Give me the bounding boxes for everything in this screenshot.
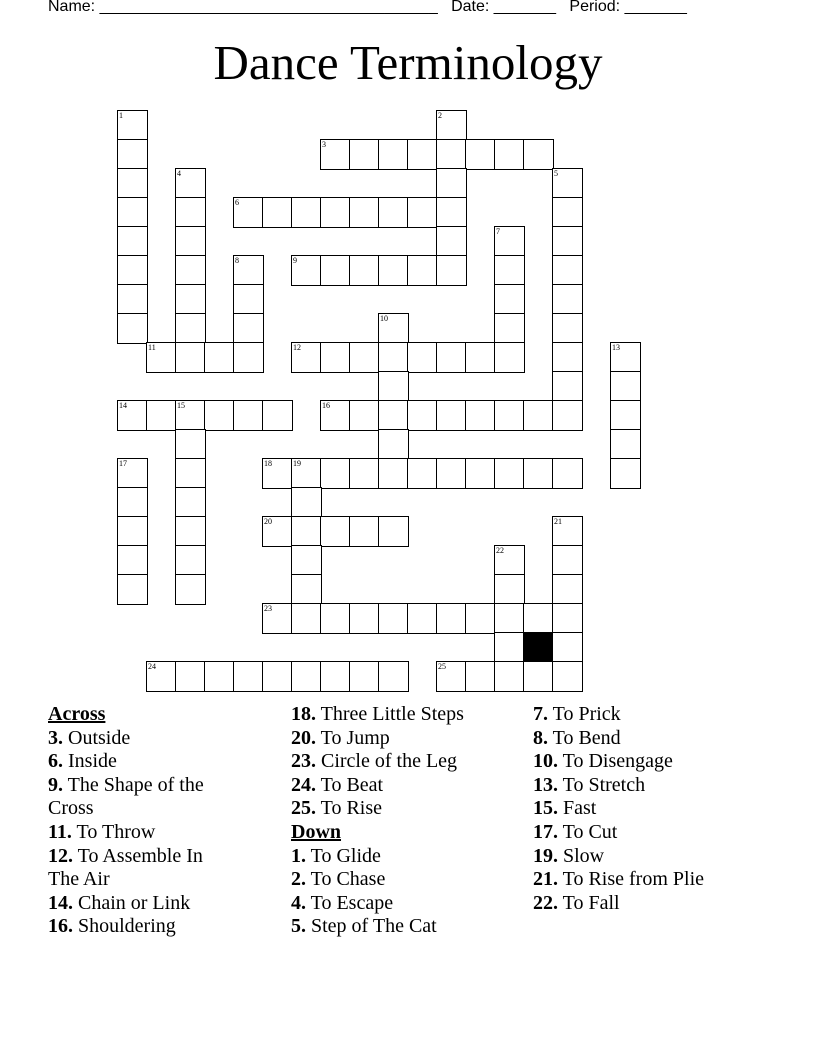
grid-cell[interactable] <box>320 516 351 547</box>
clue-item-text: To Bend <box>552 726 621 749</box>
clue-number: 15 <box>177 401 185 410</box>
clue-item-number: 15. <box>533 797 558 820</box>
grid-cell[interactable] <box>146 400 177 431</box>
clue-item-text: Inside <box>68 750 117 773</box>
grid-cell[interactable] <box>494 284 525 315</box>
clue-item-text: To Escape <box>310 891 394 914</box>
clue-item-number: 10. <box>533 750 558 773</box>
clue-item-text: To Fall <box>562 891 620 914</box>
grid-cell[interactable] <box>175 226 206 257</box>
clue-item-number: 2. <box>291 868 306 891</box>
grid-cell[interactable] <box>436 458 467 489</box>
grid-cell[interactable] <box>320 603 351 634</box>
grid-cell[interactable] <box>175 255 206 286</box>
grid-cell[interactable] <box>465 342 496 373</box>
grid-cell[interactable] <box>436 139 467 170</box>
grid-cell[interactable] <box>494 139 525 170</box>
clue-item-number: 12. <box>48 844 73 867</box>
grid-cell[interactable] <box>117 516 148 547</box>
grid-cell[interactable] <box>291 458 322 489</box>
clue-number: 9 <box>293 256 297 265</box>
clue-item-text: To Jump <box>320 726 390 749</box>
clue-item <box>533 703 704 727</box>
clue-item <box>533 845 704 869</box>
grid-cell[interactable] <box>552 255 583 286</box>
clue-number: 21 <box>554 517 562 526</box>
grid-cell[interactable] <box>494 632 525 663</box>
grid-cell[interactable] <box>552 545 583 576</box>
clue-item <box>533 892 704 916</box>
grid-cell[interactable] <box>204 400 235 431</box>
grid-cell[interactable] <box>378 313 409 344</box>
grid-cell[interactable] <box>117 168 148 199</box>
clue-number: 8 <box>235 256 239 265</box>
grid-cell[interactable] <box>349 342 380 373</box>
grid-cell[interactable] <box>349 458 380 489</box>
grid-cell[interactable] <box>233 400 264 431</box>
grid-cell[interactable] <box>175 516 206 547</box>
clue-item <box>48 868 204 892</box>
grid-cell[interactable] <box>494 342 525 373</box>
grid-cell[interactable] <box>291 516 322 547</box>
grid-cell[interactable] <box>552 603 583 634</box>
black-cell <box>523 632 554 663</box>
grid-cell[interactable] <box>465 603 496 634</box>
grid-cell[interactable] <box>378 371 409 402</box>
clue-number: 1 <box>119 111 123 120</box>
grid-cell[interactable] <box>320 661 351 692</box>
clue-item <box>291 703 464 727</box>
grid-cell[interactable] <box>610 429 641 460</box>
grid-cell[interactable] <box>494 603 525 634</box>
grid-cell[interactable] <box>204 661 235 692</box>
clue-item <box>48 797 204 821</box>
clue-item-text: To Rise <box>320 797 383 820</box>
clue-item-text: To Prick <box>552 703 621 725</box>
grid-cell[interactable] <box>291 574 322 605</box>
grid-cell[interactable] <box>262 197 293 228</box>
grid-cell[interactable] <box>523 458 554 489</box>
grid-cell[interactable] <box>175 545 206 576</box>
grid-cell[interactable] <box>378 603 409 634</box>
clue-item <box>48 892 204 916</box>
clue-item-text: To Glide <box>310 844 381 867</box>
clue-item <box>533 797 704 821</box>
grid-cell[interactable] <box>523 400 554 431</box>
grid-cell[interactable] <box>552 516 583 547</box>
clue-item-number: 1. <box>291 844 306 867</box>
clues-column-2 <box>291 703 464 939</box>
grid-cell[interactable] <box>233 197 264 228</box>
grid-cell[interactable] <box>146 661 177 692</box>
grid-cell[interactable] <box>117 400 148 431</box>
grid-cell[interactable] <box>349 516 380 547</box>
grid-cell[interactable] <box>494 574 525 605</box>
grid-cell[interactable] <box>117 139 148 170</box>
grid-cell[interactable] <box>233 661 264 692</box>
clue-item-number: 23. <box>291 750 316 773</box>
grid-cell[interactable] <box>378 516 409 547</box>
grid-cell[interactable] <box>378 255 409 286</box>
grid-cell[interactable] <box>552 632 583 663</box>
grid-cell[interactable] <box>291 487 322 518</box>
clue-item-number: 3. <box>48 726 63 749</box>
grid-cell[interactable] <box>407 139 438 170</box>
grid-cell[interactable] <box>175 400 206 431</box>
clue-item-text: Chain or Link <box>78 891 191 914</box>
clue-item-text: To Stretch <box>562 773 646 796</box>
clue-item <box>48 845 204 869</box>
clue-item <box>291 750 464 774</box>
grid-cell[interactable] <box>610 371 641 402</box>
clue-item-text: To Rise from Plie <box>562 868 705 891</box>
clue-number: 11 <box>148 343 156 352</box>
clue-item-text: To Assemble In <box>77 844 203 867</box>
grid-cell[interactable] <box>117 487 148 518</box>
grid-cell[interactable] <box>146 342 177 373</box>
clue-item <box>533 750 704 774</box>
clue-item-text: Fast <box>563 797 597 820</box>
clue-item <box>533 727 704 751</box>
clue-item-text: The Air <box>48 868 110 891</box>
clue-item-text: To Beat <box>320 773 384 796</box>
clue-item-text: To Chase <box>310 868 386 891</box>
name-label: Name: <box>48 0 96 15</box>
grid-cell[interactable] <box>175 313 206 344</box>
clue-item <box>291 892 464 916</box>
grid-cell[interactable] <box>175 168 206 199</box>
grid-cell[interactable] <box>175 458 206 489</box>
clue-item-text: To Cut <box>562 820 618 843</box>
grid-cell[interactable] <box>552 458 583 489</box>
grid-cell[interactable] <box>175 197 206 228</box>
clue-number: 19 <box>293 459 301 468</box>
grid-cell[interactable] <box>175 429 206 460</box>
grid-cell[interactable] <box>349 255 380 286</box>
grid-cell[interactable] <box>117 110 148 141</box>
clue-number: 13 <box>612 343 620 352</box>
clues-column-1 <box>48 703 204 939</box>
grid-cell[interactable] <box>552 197 583 228</box>
grid-cell[interactable] <box>349 603 380 634</box>
grid-cell[interactable] <box>117 255 148 286</box>
page-title: Dance Terminology <box>213 35 603 90</box>
grid-cell[interactable] <box>494 458 525 489</box>
grid-cell[interactable] <box>320 255 351 286</box>
grid-cell[interactable] <box>552 284 583 315</box>
grid-cell[interactable] <box>320 197 351 228</box>
clue-item-number: 22. <box>533 891 558 914</box>
grid-cell[interactable] <box>552 371 583 402</box>
clue-item-number: 21. <box>533 868 558 891</box>
grid-cell[interactable] <box>610 342 641 373</box>
clue-item-number: 7. <box>533 703 548 725</box>
clue-number: 10 <box>380 314 388 323</box>
grid-cell[interactable] <box>494 545 525 576</box>
grid-cell[interactable] <box>291 255 322 286</box>
grid-cell[interactable] <box>117 226 148 257</box>
grid-cell[interactable] <box>320 139 351 170</box>
grid-cell[interactable] <box>291 661 322 692</box>
grid-cell[interactable] <box>320 342 351 373</box>
grid-cell[interactable] <box>407 458 438 489</box>
clue-item <box>48 915 204 939</box>
grid-cell[interactable] <box>552 226 583 257</box>
grid-cell[interactable] <box>552 400 583 431</box>
grid-cell[interactable] <box>378 400 409 431</box>
grid-cell[interactable] <box>436 400 467 431</box>
clue-item <box>291 797 464 821</box>
grid-cell[interactable] <box>610 458 641 489</box>
grid-cell[interactable] <box>117 284 148 315</box>
date-label: Date: <box>451 0 490 15</box>
clue-item-number: 25. <box>291 797 316 820</box>
grid-cell[interactable] <box>523 603 554 634</box>
clue-number: 3 <box>322 140 326 149</box>
grid-cell[interactable] <box>349 139 380 170</box>
clue-item-number: 16. <box>48 915 73 938</box>
grid-cell[interactable] <box>436 342 467 373</box>
grid-cell[interactable] <box>175 574 206 605</box>
grid-cell[interactable] <box>494 661 525 692</box>
grid-cell[interactable] <box>262 516 293 547</box>
grid-cell[interactable] <box>175 342 206 373</box>
grid-cell[interactable] <box>291 197 322 228</box>
clue-item-text: To Throw <box>76 820 156 843</box>
date-blank[interactable]: _______ <box>493 0 557 15</box>
grid-cell[interactable] <box>117 313 148 344</box>
clue-item-number: 18. <box>291 703 316 725</box>
clue-item <box>533 821 704 845</box>
clue-number: 22 <box>496 546 504 555</box>
grid-cell[interactable] <box>175 284 206 315</box>
grid-cell[interactable] <box>233 255 264 286</box>
clue-item-number: 14. <box>48 891 73 914</box>
clue-item-text: Step of The Cat <box>311 915 437 938</box>
clue-item-number: 20. <box>291 726 316 749</box>
clue-number: 6 <box>235 198 239 207</box>
grid-cell[interactable] <box>494 400 525 431</box>
clue-number: 20 <box>264 517 272 526</box>
clue-item-text: Outside <box>68 726 131 749</box>
period-blank[interactable]: _______ <box>624 0 687 15</box>
clue-item-number: 8. <box>533 726 548 749</box>
clue-number: 16 <box>322 401 330 410</box>
period-label: Period: <box>569 0 621 15</box>
grid-cell[interactable] <box>291 545 322 576</box>
grid-cell[interactable] <box>465 139 496 170</box>
grid-cell[interactable] <box>204 342 235 373</box>
clue-item-number: 19. <box>533 844 558 867</box>
clue-number: 2 <box>438 111 442 120</box>
name-blank[interactable]: ______________________________________ <box>99 0 438 15</box>
clue-number: 17 <box>119 459 127 468</box>
grid-cell[interactable] <box>233 284 264 315</box>
clue-number: 12 <box>293 343 301 352</box>
grid-cell[interactable] <box>436 197 467 228</box>
clue-item-number: 6. <box>48 750 63 773</box>
clue-item <box>291 845 464 869</box>
grid-cell[interactable] <box>320 458 351 489</box>
clue-item-number: 4. <box>291 891 306 914</box>
grid-cell[interactable] <box>552 342 583 373</box>
clue-number: 23 <box>264 604 272 613</box>
grid-cell[interactable] <box>523 139 554 170</box>
clue-item <box>533 774 704 798</box>
grid-cell[interactable] <box>407 603 438 634</box>
clue-item-text: Three Little Steps <box>320 703 464 725</box>
clues-column-3 <box>533 703 704 915</box>
clue-item-text: To Disengage <box>562 750 673 773</box>
grid-cell[interactable] <box>378 197 409 228</box>
clue-number: 25 <box>438 662 446 671</box>
grid-cell[interactable] <box>494 226 525 257</box>
clue-item-text: Circle of the Leg <box>321 750 458 773</box>
clue-number: 14 <box>119 401 127 410</box>
clue-item-text: The Shape of the <box>67 773 204 796</box>
clue-number: 4 <box>177 169 181 178</box>
grid-cell[interactable] <box>262 458 293 489</box>
clue-item <box>533 868 704 892</box>
clue-item-number: 9. <box>48 773 63 796</box>
grid-cell[interactable] <box>407 255 438 286</box>
grid-cell[interactable] <box>436 226 467 257</box>
clue-item <box>291 727 464 751</box>
grid-cell[interactable] <box>436 110 467 141</box>
grid-cell[interactable] <box>552 168 583 199</box>
grid-cell[interactable] <box>494 255 525 286</box>
grid-cell[interactable] <box>262 603 293 634</box>
grid-cell[interactable] <box>378 458 409 489</box>
grid-cell[interactable] <box>378 429 409 460</box>
grid-cell[interactable] <box>349 197 380 228</box>
clue-item-number: 5. <box>291 915 306 938</box>
grid-cell[interactable] <box>407 400 438 431</box>
grid-cell[interactable] <box>465 458 496 489</box>
grid-cell[interactable] <box>291 603 322 634</box>
grid-cell[interactable] <box>262 400 293 431</box>
grid-cell[interactable] <box>117 545 148 576</box>
grid-cell[interactable] <box>436 168 467 199</box>
grid-cell[interactable] <box>436 661 467 692</box>
grid-cell[interactable] <box>117 458 148 489</box>
grid-cell[interactable] <box>175 487 206 518</box>
clue-number: 5 <box>554 169 558 178</box>
grid-cell[interactable] <box>552 661 583 692</box>
clue-item-text: Slow <box>563 844 605 867</box>
clue-item-text: Shouldering <box>78 915 176 938</box>
clue-number: 18 <box>264 459 272 468</box>
grid-cell[interactable] <box>523 661 554 692</box>
grid-cell[interactable] <box>262 661 293 692</box>
grid-cell[interactable] <box>349 400 380 431</box>
grid-cell[interactable] <box>407 342 438 373</box>
clue-item <box>291 915 464 939</box>
clue-item-number: 11. <box>48 820 72 843</box>
grid-cell[interactable] <box>552 574 583 605</box>
clue-item <box>48 750 204 774</box>
grid-cell[interactable] <box>233 313 264 344</box>
clue-item <box>48 727 204 751</box>
clue-item <box>291 868 464 892</box>
grid-cell[interactable] <box>494 313 525 344</box>
grid-cell[interactable] <box>552 313 583 344</box>
grid-cell[interactable] <box>407 197 438 228</box>
grid-cell[interactable] <box>175 661 206 692</box>
grid-cell[interactable] <box>465 661 496 692</box>
clue-item-number: 13. <box>533 773 558 796</box>
clue-item-text: Cross <box>48 797 94 820</box>
grid-cell[interactable] <box>117 574 148 605</box>
grid-cell[interactable] <box>233 342 264 373</box>
clue-item-number: 24. <box>291 773 316 796</box>
clue-number: 7 <box>496 227 500 236</box>
grid-cell[interactable] <box>436 255 467 286</box>
clue-section-heading: Down <box>291 820 342 843</box>
grid-cell[interactable] <box>465 400 496 431</box>
grid-cell[interactable] <box>378 661 409 692</box>
grid-cell[interactable] <box>320 400 351 431</box>
clue-number: 24 <box>148 662 156 671</box>
clue-item <box>48 821 204 845</box>
grid-cell[interactable] <box>349 661 380 692</box>
grid-cell[interactable] <box>378 139 409 170</box>
grid-cell[interactable] <box>610 400 641 431</box>
clue-item <box>48 774 204 798</box>
grid-cell[interactable] <box>291 342 322 373</box>
grid-cell[interactable] <box>378 342 409 373</box>
grid-cell[interactable] <box>436 603 467 634</box>
clue-item <box>291 774 464 798</box>
clue-section-heading: Across <box>48 703 106 725</box>
clue-item-number: 17. <box>533 820 558 843</box>
grid-cell[interactable] <box>117 197 148 228</box>
